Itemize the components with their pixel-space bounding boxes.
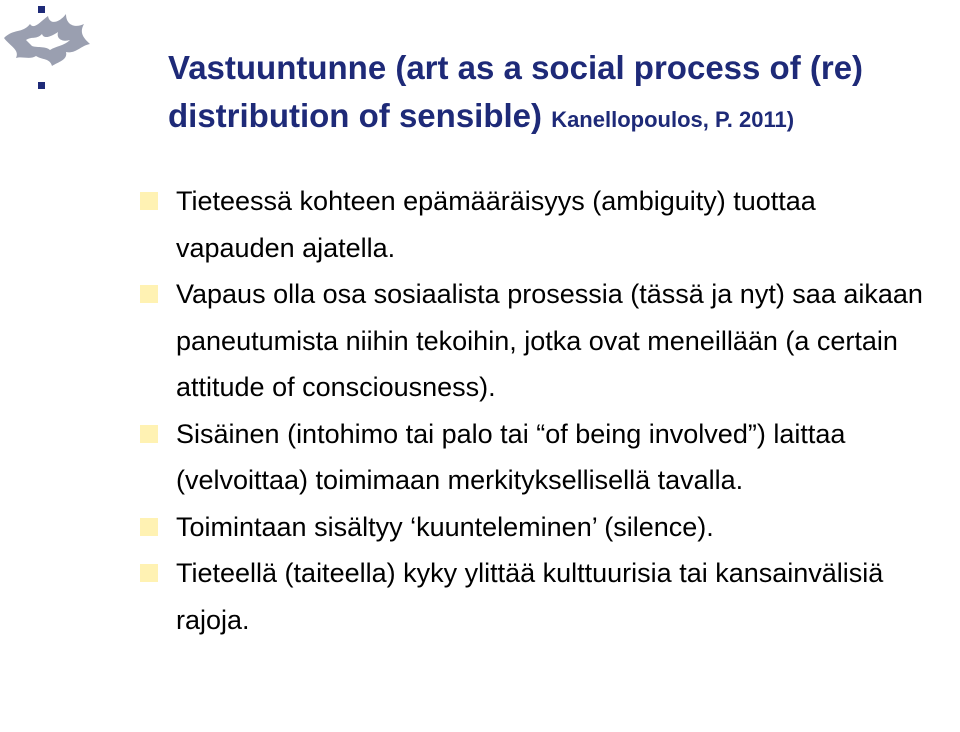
bullet-item xyxy=(140,504,930,551)
bullet-text: Tieteellä (taiteella) kyky ylittää kulttuurisia tai kansainvälisiä rajoja. xyxy=(176,558,884,635)
bullet-text: Toimintaan sisältyy ‘kuunteleminen’ (silence). xyxy=(176,511,714,542)
slide-title xyxy=(168,44,948,144)
university-flame-logo xyxy=(0,0,96,96)
bullet-item xyxy=(140,550,930,643)
flame-logo-icon xyxy=(0,0,96,96)
square-bullet-icon xyxy=(140,564,158,582)
slide-title-main: Vastuuntunne (art as a social process of (re) distribution of sensible) xyxy=(168,49,864,134)
bullet-text: Sisäinen (intohimo tai palo tai “of being involved”) laittaa (velvoittaa) toimimaan merkityksellisellä tavalla. xyxy=(176,418,846,495)
bullet-list xyxy=(140,178,930,643)
square-bullet-icon xyxy=(140,425,158,443)
slide-title-author: Kanellopoulos, P. 2011) xyxy=(551,107,795,132)
bullet-text: Tieteessä kohteen epämääräisyys (ambiguity) tuottaa vapauden ajatella. xyxy=(176,186,816,263)
square-bullet-icon xyxy=(140,285,158,303)
bullet-item xyxy=(140,271,930,411)
bullet-item xyxy=(140,178,930,271)
square-bullet-icon xyxy=(140,192,158,210)
bullet-text: Vapaus olla osa sosiaalista prosessia (tässä ja nyt) saa aikaan paneutumista niihin tekoihin, jotka ovat meneillään (a certain attitude of consciousness). xyxy=(176,279,923,402)
square-bullet-icon xyxy=(140,518,158,536)
bullet-item xyxy=(140,411,930,504)
